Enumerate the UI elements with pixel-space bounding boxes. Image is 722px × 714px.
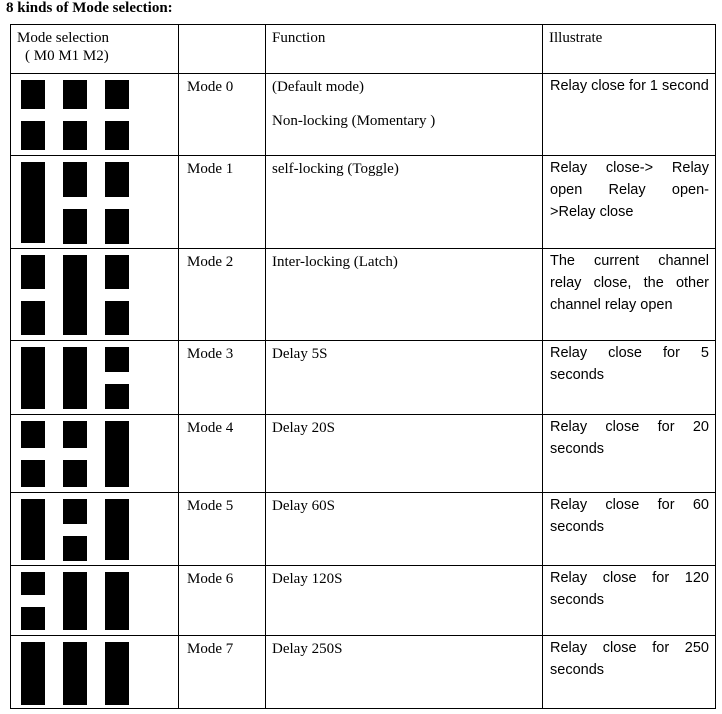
switch-block-short — [105, 121, 129, 150]
illustrate-cell: Relay close for 120 seconds — [550, 570, 709, 608]
illustrate-cell: The current channel relay close, the other channel relay open — [550, 253, 709, 313]
switch-block-short — [63, 121, 87, 150]
switch-block-short — [63, 460, 87, 487]
function-text: Inter-locking (Latch) — [272, 254, 398, 270]
switch-block-short — [63, 499, 87, 524]
switch-block-short — [21, 255, 45, 289]
switch-block-short — [21, 301, 45, 335]
switch-block-long — [105, 572, 129, 630]
mode-label: Mode 7 — [187, 641, 234, 657]
switch-block-long — [63, 572, 87, 630]
header-mode-selection-line1: Mode selection — [17, 30, 110, 46]
switch-block-short — [63, 209, 87, 244]
illustrate-cell: Relay close for 60 seconds — [550, 497, 709, 535]
switch-block-long — [21, 499, 45, 560]
switch-block-short — [21, 607, 45, 630]
function-cell — [272, 253, 537, 271]
switch-block-short — [105, 347, 129, 372]
mode-label: Mode 5 — [187, 498, 234, 514]
function-cell — [272, 497, 537, 515]
switch-block-long — [63, 642, 87, 705]
page-title: 8 kinds of Mode selection: — [6, 0, 173, 16]
header-function: Function — [272, 30, 326, 46]
function-cell — [272, 419, 537, 437]
function-text: self-locking (Toggle) — [272, 161, 399, 177]
switch-block-short — [105, 162, 129, 197]
illustrate-cell: Relay close-> Relay open Relay open->Relay close — [550, 160, 709, 220]
column-divider — [542, 25, 543, 708]
dip-switch-pattern — [11, 415, 178, 492]
function-cell — [272, 345, 537, 363]
illustrate-cell: Relay close for 250 seconds — [550, 640, 709, 678]
switch-block-long — [63, 255, 87, 335]
function-text: Delay 60S — [272, 498, 335, 514]
dip-switch-pattern — [11, 493, 178, 565]
switch-block-short — [21, 421, 45, 448]
switch-block-long — [105, 499, 129, 560]
mode-label: Mode 0 — [187, 79, 234, 95]
switch-block-long — [105, 421, 129, 487]
function-text: Delay 5S — [272, 346, 328, 362]
switch-block-short — [105, 255, 129, 289]
switch-block-short — [63, 421, 87, 448]
function-cell — [272, 570, 537, 588]
function-text: Delay 20S — [272, 420, 335, 436]
dip-switch-pattern — [11, 249, 178, 340]
switch-block-short — [63, 536, 87, 561]
function-text: (Default mode) — [272, 79, 365, 95]
switch-block-long — [21, 162, 45, 243]
column-divider — [265, 25, 266, 708]
switch-block-short — [21, 80, 45, 109]
illustrate-cell: Relay close for 1 second — [550, 78, 709, 94]
mode-label: Mode 6 — [187, 571, 234, 587]
mode-label: Mode 3 — [187, 346, 234, 362]
switch-block-short — [105, 209, 129, 244]
dip-switch-pattern — [11, 636, 178, 710]
mode-label: Mode 1 — [187, 161, 234, 177]
switch-block-short — [21, 460, 45, 487]
illustrate-cell: Relay close for 5 seconds — [550, 345, 709, 383]
switch-block-short — [63, 80, 87, 109]
dip-switch-pattern — [11, 566, 178, 635]
switch-block-short — [105, 301, 129, 335]
switch-block-short — [105, 384, 129, 409]
column-divider — [178, 25, 179, 708]
switch-block-short — [105, 80, 129, 109]
dip-switch-pattern — [11, 341, 178, 414]
switch-block-long — [105, 642, 129, 705]
switch-block-long — [21, 642, 45, 705]
function-text: Delay 120S — [272, 571, 343, 587]
header-mode-selection — [17, 29, 177, 65]
function-cell — [272, 640, 537, 658]
switch-block-long — [21, 347, 45, 409]
switch-block-short — [21, 572, 45, 595]
function-cell — [272, 160, 537, 178]
function-text: Delay 250S — [272, 641, 343, 657]
switch-block-short — [21, 121, 45, 150]
header-illustrate: Illustrate — [549, 30, 603, 46]
illustrate-cell: Relay close for 20 seconds — [550, 419, 709, 457]
header-mode-selection-line2: ( M0 M1 M2) — [25, 48, 109, 64]
switch-block-long — [63, 347, 87, 409]
switch-block-short — [63, 162, 87, 197]
dip-switch-pattern — [11, 74, 178, 155]
function-text: Non-locking (Momentary ) — [272, 113, 436, 129]
mode-label: Mode 4 — [187, 420, 234, 436]
mode-label: Mode 2 — [187, 254, 234, 270]
mode-selection-table — [10, 24, 716, 709]
dip-switch-pattern — [11, 156, 178, 248]
function-cell — [272, 78, 537, 130]
